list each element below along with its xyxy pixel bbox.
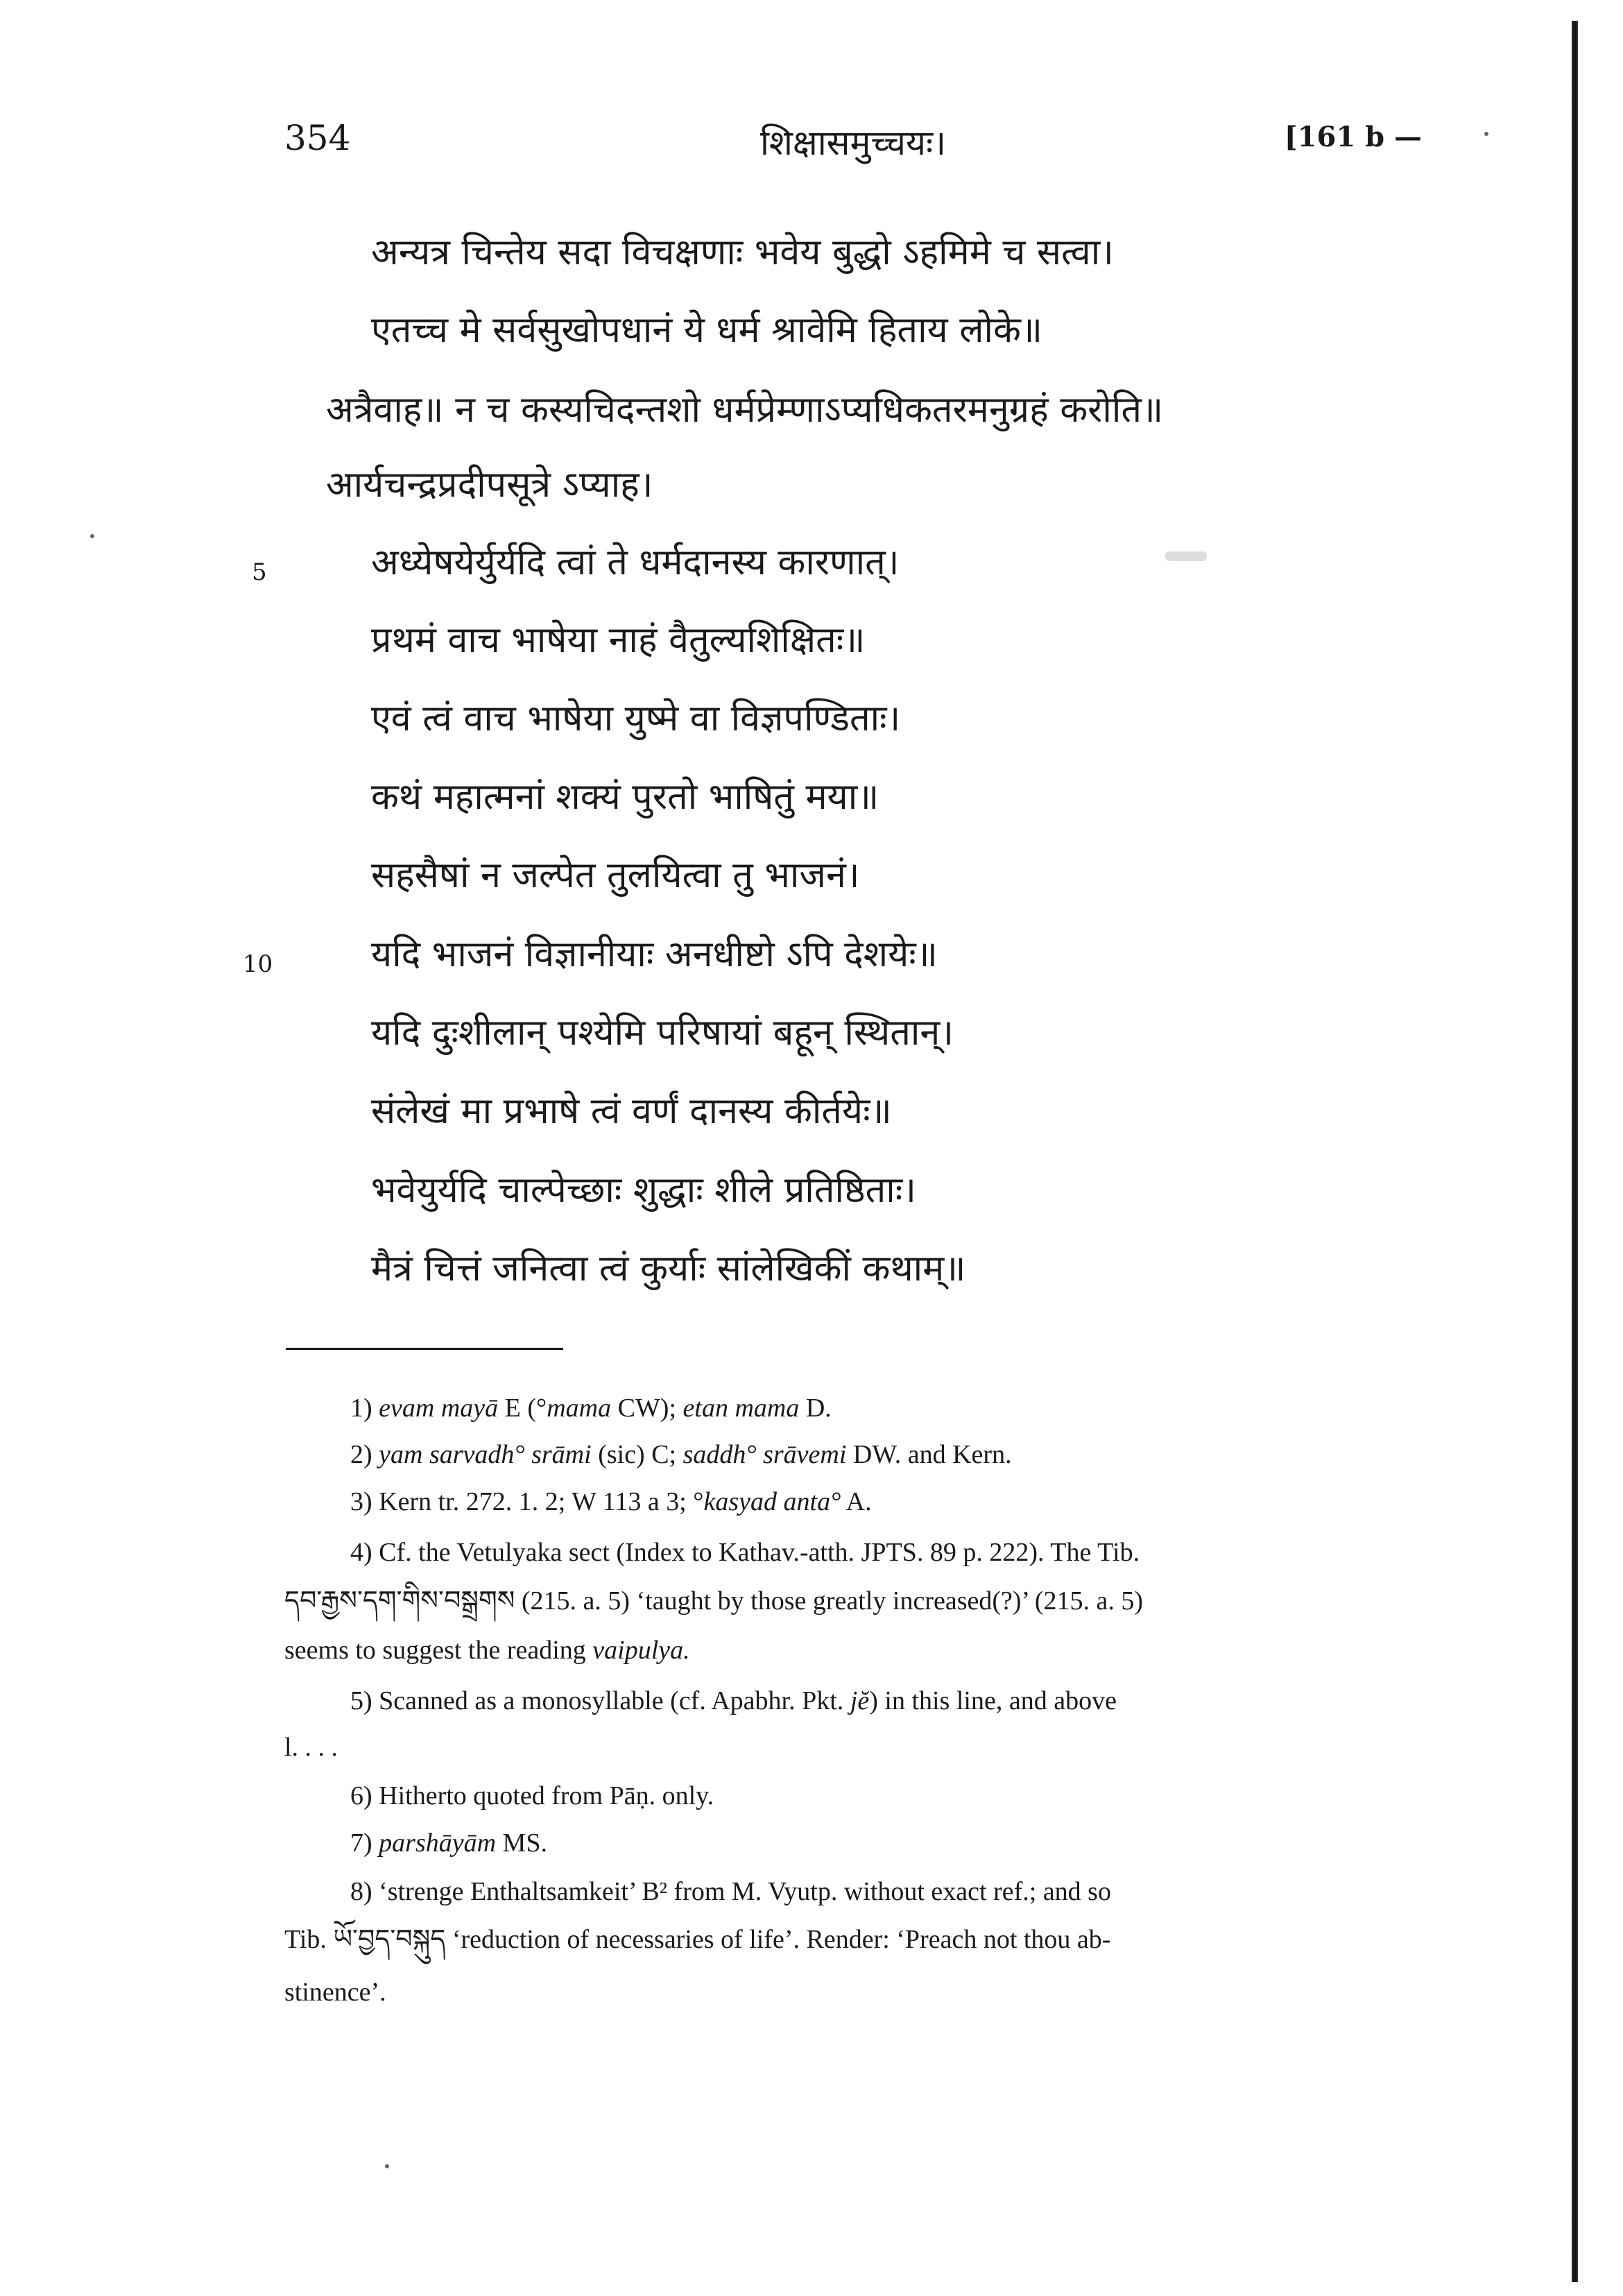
footnote-8-end: stinence’. xyxy=(284,1978,386,2007)
tibetan-text: ཡོ་བྱད་བསྐུད xyxy=(333,1924,446,1954)
scan-speck xyxy=(385,2164,389,2168)
footnote-5: 5) Scanned as a monosyllable (cf. Apabhr. Pkt. jĕ) in this line, and above xyxy=(350,1686,1117,1715)
text-line: अत्रैवाह॥ न च कस्यचिदन्तशो धर्मप्रेम्णाऽप्यधिकतरमनुग्रहं करोति॥ xyxy=(326,389,1164,431)
footnote-2: 2) yam sarvadh° srāmi (sic) C; saddh° srāvemi DW. and Kern. xyxy=(350,1440,1012,1469)
text-line: यदि भाजनं विज्ञानीयाः अनधीष्टो ऽपि देशयेः॥ xyxy=(371,934,938,975)
footnote-7: 7) parshāyām MS. xyxy=(350,1828,547,1858)
line-number: 10 xyxy=(243,950,273,978)
scan-speck xyxy=(1484,132,1488,136)
text-line: कथं महात्मनां शक्यं पुरतो भाषितुं मया॥ xyxy=(371,776,879,818)
scan-speck xyxy=(90,534,94,538)
text-line: आर्यचन्द्रप्रदीपसूत्रे ऽप्याह। xyxy=(326,464,653,506)
footnote-1: 1) evam mayā E (°mama CW); etan mama D. xyxy=(350,1394,832,1423)
text-line: अन्यत्र चिन्तेय सदा विचक्षणाः भवेय बुद्धो ऽहमिमे च सत्वा। xyxy=(371,232,1114,273)
page-header xyxy=(284,118,1422,173)
text-line: एवं त्वं वाच भाषेया युष्मे वा विज्ञपण्डिताः। xyxy=(371,698,901,739)
text-line: अध्येषयेर्युर्यदि त्वां ते धर्मदानस्य कारणात्। xyxy=(371,542,900,583)
footnote-4: 4) Cf. the Vetulyaka sect (Index to Kathav.-atth. JPTS. 89 p. 222). The Tib. xyxy=(350,1538,1140,1567)
ink-smudge xyxy=(1165,551,1207,561)
footnote-5-cont: l. . . . xyxy=(284,1733,338,1762)
footnote-8-cont: Tib. ཡོ་བྱད་བསྐུད ‘reduction of necessaries of life’. Render: ‘Preach not thou ab- xyxy=(284,1924,1111,1954)
footnote-6: 6) Hitherto quoted from Pāṇ. only. xyxy=(350,1781,714,1810)
text-line: सहसैषां न जल्पेत तुलयित्वा तु भाजनं। xyxy=(371,855,860,896)
page-edge xyxy=(1572,21,1578,2282)
page-number: 354 xyxy=(284,118,351,158)
footnote-4-end: seems to suggest the reading vaipulya. xyxy=(284,1636,690,1665)
footnote-4-cont: དབ་རྒྱས་དག་གིས་བསྒྲགས (215. a. 5) ‘taught by those greatly increased(?)’ (215. a. 5) xyxy=(284,1585,1144,1616)
text-line: एतच्च मे सर्वसुखोपधानं ये धर्म श्रावेमि हिताय लोके॥ xyxy=(371,309,1043,351)
text-line: प्रथमं वाच भाषेया नाहं वैतुल्यशिक्षितः॥ xyxy=(371,619,866,661)
text-line: संलेखं मा प्रभाषे त्वं वर्णं दानस्य कीर्तयेः॥ xyxy=(371,1090,892,1132)
text-line: भवेयुर्यदि चाल्पेच्छाः शुद्धाः शीले प्रतिष्ठिताः। xyxy=(371,1170,916,1211)
folio-reference: [161 b — xyxy=(1284,121,1422,153)
tibetan-text: དབ་རྒྱས་དག་གིས་བསྒྲགས xyxy=(284,1585,515,1616)
footnote-3: 3) Kern tr. 272. 1. 2; W 113 a 3; °kasyad anta° A. xyxy=(350,1487,872,1516)
running-title: शिक्षासमुच्चयः। xyxy=(759,123,947,163)
footnote-8: 8) ‘strenge Enthaltsamkeit’ B² from M. Vyutp. without exact ref.; and so xyxy=(350,1877,1111,1906)
text-line: मैत्रं चित्तं जनित्वा त्वं कुर्याः सांलेखिकीं कथाम्॥ xyxy=(371,1248,966,1290)
line-number: 5 xyxy=(252,558,267,586)
text-line: यदि दुःशीलान् पश्येमि परिषायां बहून् स्थितान्। xyxy=(371,1012,954,1054)
footnote-rule xyxy=(286,1348,563,1350)
